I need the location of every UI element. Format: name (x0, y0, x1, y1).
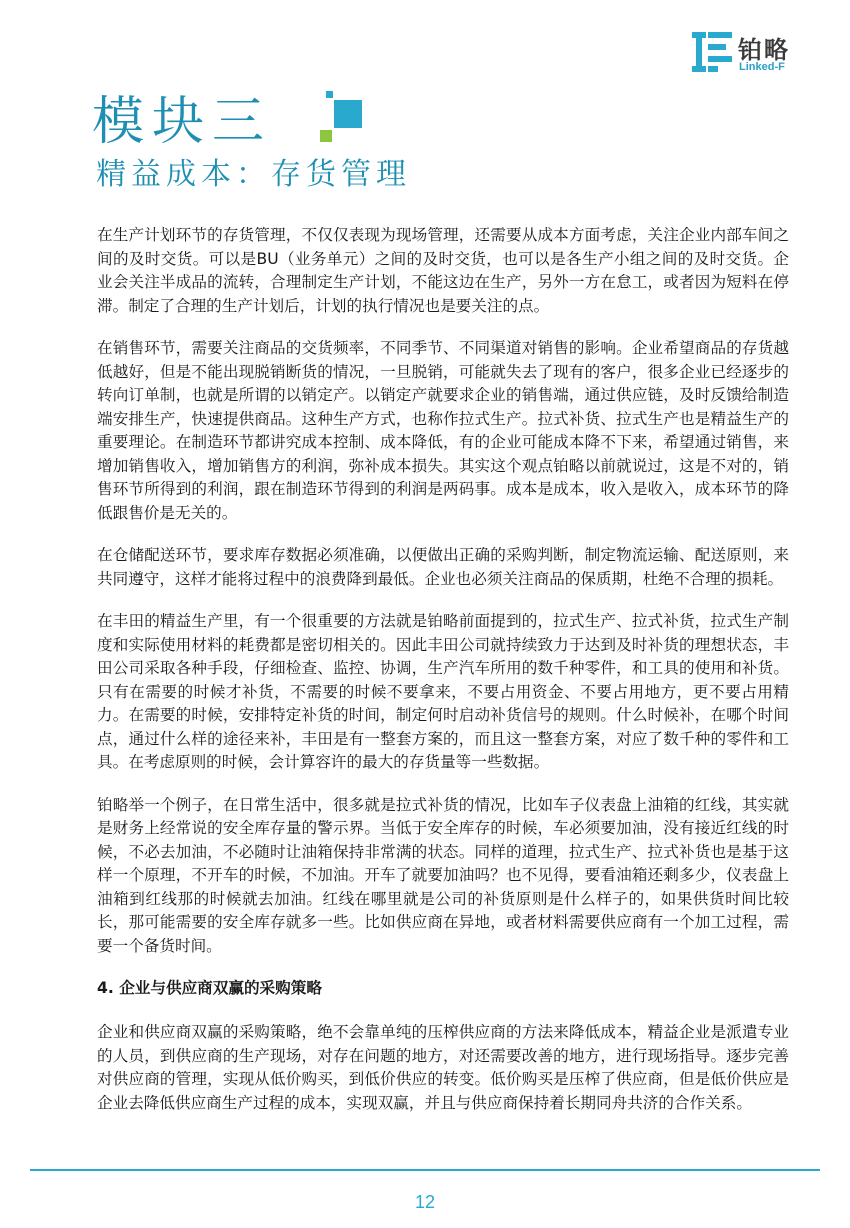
logo-chinese-text: 铂略 (738, 36, 790, 64)
body-paragraph: 在销售环节，需要关注商品的交货频率，不同季节、不同渠道对销售的影响。企业希望商品的存货越低越好，但是不能出现脱销断货的情况，一旦脱销，可能就失去了现有的客户，很多企业已经逐步的转向订单制，也就是所谓的以销定产。以销定产就要求企业的销售端，通过供应链，及时反馈给制造端安排生产，快速提供商品。这种生产方式，也称作拉式生产。拉式补货、拉式生产也是精益生产的重要理论。在制造环节都讲究成本控制、成本降低，有的企业可能成本降不下来，希望通过销售，来增加销售收入，增加销售方的利润，弥补成本损失。其实这个观点铂略以前就说过，这是不对的，销售环节所得到的利润，跟在制造环节得到的利润是两码事。成本是成本，收入是收入，成本环节的降低跟售价是无关的。 (97, 339, 789, 522)
module-title: 模块三 (92, 92, 273, 152)
footer-divider (30, 1169, 820, 1171)
body-paragraph: 在生产计划环节的存货管理，不仅仅表现为现场管理，还需要从成本方面考虑，关注企业内部车间之间的及时交货。可以是BU（业务单元）之间的及时交货，也可以是各生产小组之间的及时交货。企业会关注半成品的流转，合理制定生产计划，不能这边在生产，另外一方在怠工，或者因为短料在停滞。制定了合理的生产计划后，计划的执行情况也是要关注的点。 (97, 226, 789, 315)
logo-english-text: Linked-F (739, 61, 785, 73)
logo-mark-icon (692, 32, 732, 72)
document-body (97, 224, 789, 1134)
module-subtitle: 精益成本：存货管理 (96, 157, 411, 192)
page-number: 12 (414, 1192, 436, 1212)
body-paragraph: 企业和供应商双赢的采购策略，绝不会靠单纯的压榨供应商的方法来降低成本，精益企业是派遣专业的人员，到供应商的生产现场，对存在问题的地方，对还需要改善的地方，进行现场指导。逐步完善对供应商的管理，实现从低价购买，到低价供应的转变。低价购买是压榨了供应商，但是低价供应是企业去降低供应商生产过程的成本，实现双赢，并且与供应商保持着长期同舟共济的合作关系。 (97, 1023, 789, 1112)
company-logo (692, 30, 822, 76)
decorative-square-green (320, 130, 332, 142)
decorative-square-large (334, 100, 362, 128)
body-paragraph: 在丰田的精益生产里，有一个很重要的方法就是铂略前面提到的，拉式生产、拉式补货，拉式生产制度和实际使用材料的耗费都是密切相关的。因此丰田公司就持续致力于达到及时补货的理想状态，丰田公司采取各种手段，仔细检查、监控、协调，生产汽车所用的数千种零件，和工具的使用和补货。只有在需要的时候才补货，不需要的时候不要拿来，不要占用资金、不要占用地方，更不要占用精力。在需要的时候，安排特定补货的时间，制定何时启动补货信号的规则。什么时候补，在哪个时间点，通过什么样的途径来补，丰田是有一整套方案的，而且这一整套方案，对应了数千种的零件和工具。在考虑原则的时候，会计算容许的最大的存货量等一些数据。 (97, 612, 789, 771)
section-heading: 4. 企业与供应商双赢的采购策略 (97, 979, 322, 997)
decorative-square-small (326, 91, 333, 98)
body-paragraph: 在仓储配送环节，要求库存数据必须准确，以便做出正确的采购判断，制定物流运输、配送原则，来共同遵守，这样才能将过程中的浪费降到最低。企业也必须关注商品的保质期，杜绝不合理的损耗。 (97, 546, 789, 588)
body-paragraph: 铂略举一个例子，在日常生活中，很多就是拉式补货的情况，比如车子仪表盘上油箱的红线，其实就是财务上经常说的安全库存量的警示界。当低于安全库存的时候，车必须要加油，没有接近红线的时候，不必去加油，不必随时让油箱保持非常满的状态。同样的道理，拉式生产、拉式补货也是基于这样一个原理，不开车的时候，不加油。开车了就要加油吗？也不见得，要看油箱还剩多少，仪表盘上油箱到红线那的时候就去加油。红线在哪里就是公司的补货原则是什么样子的，如果供货时间比较长，那可能需要的安全库存就多一些。比如供应商在异地，或者材料需要供应商有一个加工过程，需要一个备货时间。 (97, 795, 789, 955)
